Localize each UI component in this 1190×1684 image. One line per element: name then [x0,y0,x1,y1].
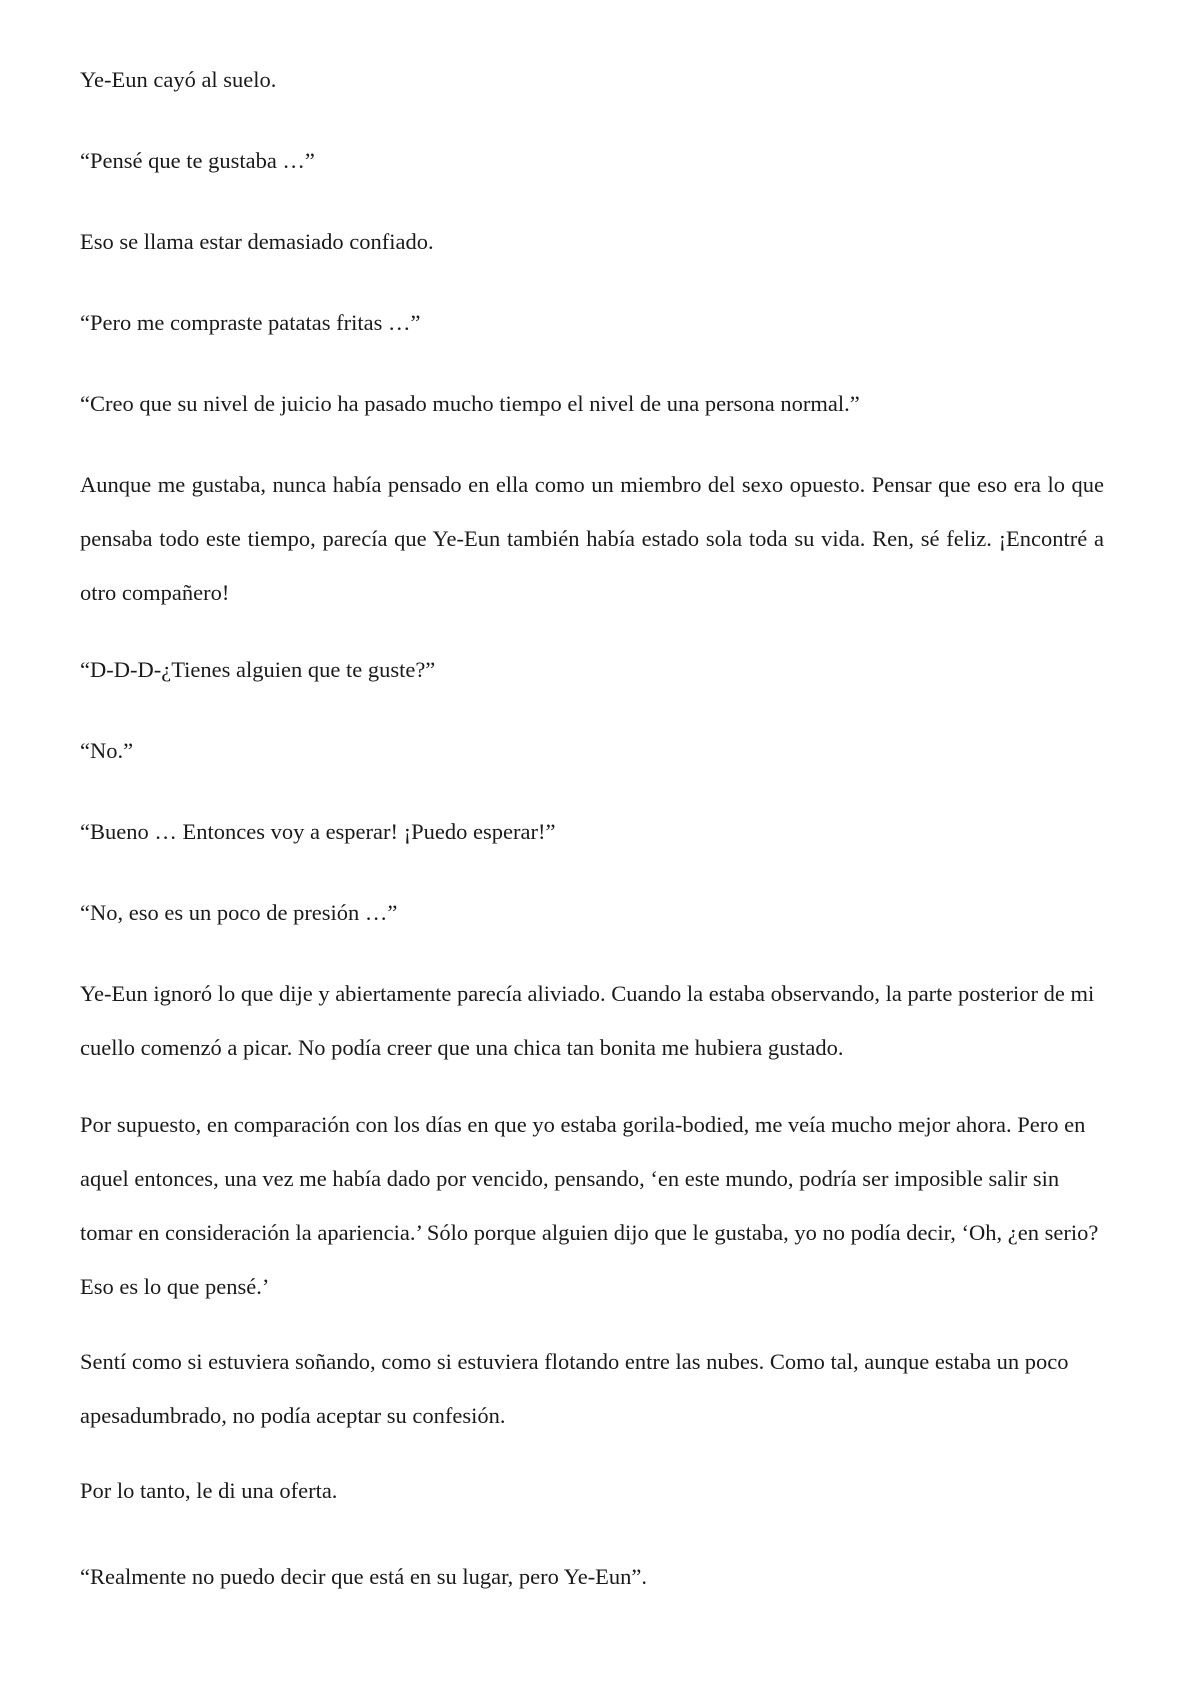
paragraph-10: “No, eso es un poco de presión …” [80,900,398,925]
paragraph-12: Por supuesto, en comparación con los días en que yo estaba gorila-bodied, me veía mucho mejor ahora. Pero en aquel entonces, una vez me había dado por vencido, pensando, ‘en este mundo, podría ser imposible salir sin tomar en consideración la apariencia.’ Sólo porque alguien dijo que le gustaba, yo no podía decir, ‘Oh, ¿en serio? Eso es lo que pensé.’ [80,1112,1099,1299]
paragraph-15: “Realmente no puedo decir que está en su lugar, pero Ye-Eun”. [80,1564,648,1589]
paragraph-14: Por lo tanto, le di una oferta. [80,1478,338,1503]
paragraph-9: “Bueno … Entonces voy a esperar! ¡Puedo esperar!” [80,819,556,844]
paragraph-7: “D-D-D-¿Tienes alguien que te guste?” [80,657,436,682]
paragraph-1: Ye-Eun cayó al suelo. [80,67,277,92]
paragraph-5: “Creo que su nivel de juicio ha pasado mucho tiempo el nivel de una persona normal.” [80,391,860,416]
paragraph-3: Eso se llama estar demasiado confiado. [80,229,434,254]
paragraph-11: Ye-Eun ignoró lo que dije y abiertamente parecía aliviado. Cuando la estaba observando, la parte posterior de mi cuello comenzó a picar. No podía creer que una chica tan bonita me hubiera gustado. [80,981,1095,1060]
paragraph-4: “Pero me compraste patatas fritas …” [80,310,421,335]
paragraph-2: “Pensé que te gustaba …” [80,148,315,173]
paragraph-8: “No.” [80,738,134,763]
paragraph-13: Sentí como si estuviera soñando, como si estuviera flotando entre las nubes. Como tal, aunque estaba un poco apesadumbrado, no podía aceptar su confesión. [80,1349,1069,1428]
paragraph-6: Aunque me gustaba, nunca había pensado en ella como un miembro del sexo opuesto. Pensar que eso era lo que pensaba todo este tiempo, parecía que Ye-Eun también había estado sola toda su vida. Ren, sé feliz. ¡Encontré a otro compañero! [80,472,1104,605]
